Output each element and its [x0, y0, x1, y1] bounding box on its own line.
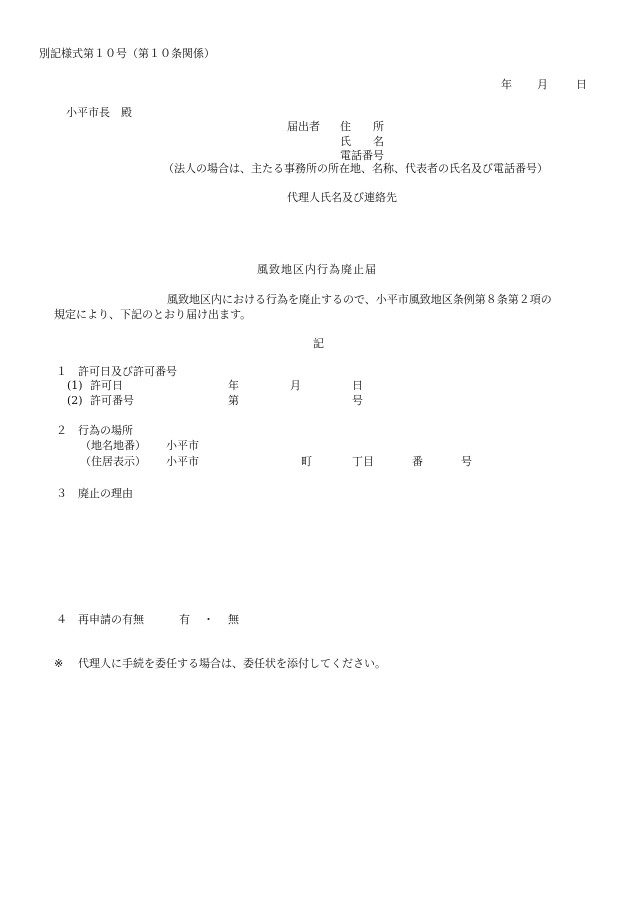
note-mark: ※ [54, 657, 64, 670]
item3-number: ３ [56, 487, 67, 500]
item1-sub1-number: (1) [67, 379, 83, 392]
form-number: 別記様式第１０号（第１０条関係） [39, 47, 215, 60]
note-text: 代理人に手続を委任する場合は、委任状を添付してください。 [78, 657, 386, 670]
address-ban: 番 [412, 455, 423, 468]
item1-sub2-number: (2) [67, 394, 83, 407]
reapply-separator: ・ [203, 613, 214, 626]
date-month-label: 月 [537, 78, 548, 91]
body-line-1: 風致地区内における行為を廃止するので、小平市風致地区条例第８条第２項の [167, 293, 552, 306]
notifier-name-label: 氏 名 [340, 135, 384, 148]
permit-date-month: 月 [290, 379, 301, 392]
permit-number-suffix: 号 [352, 394, 363, 407]
addressee: 小平市長 殿 [66, 106, 132, 119]
address-go: 号 [461, 455, 472, 468]
address-city: 小平市 [166, 455, 199, 468]
item4-label: 再申請の有無 [78, 613, 144, 626]
corporate-note: （法人の場合は、主たる事務所の所在地、名称、代表者の氏名及び電話番号） [163, 162, 548, 175]
item1-label: 許可日及び許可番号 [78, 365, 177, 378]
item2-number: ２ [56, 424, 67, 437]
item2-sub1-label: （地名地番） [80, 439, 146, 452]
agent-label: 代理人氏名及び連絡先 [287, 191, 397, 204]
item1-number: １ [56, 365, 67, 378]
date-day-label: 日 [576, 78, 587, 91]
ki-label: 記 [313, 337, 324, 350]
reapply-no: 無 [228, 613, 239, 626]
item2-sub2-label: （住居表示） [80, 455, 146, 468]
notifier-phone-label: 電話番号 [340, 149, 384, 162]
permit-date-day: 日 [352, 379, 363, 392]
permit-number-prefix: 第 [228, 394, 239, 407]
item1-sub1-label: 許可日 [90, 379, 123, 392]
lot-city: 小平市 [166, 439, 199, 452]
item4-number: ４ [56, 613, 67, 626]
item1-sub2-label: 許可番号 [90, 394, 134, 407]
item3-label: 廃止の理由 [78, 487, 133, 500]
document-title: 風致地区内行為廃止届 [257, 263, 377, 276]
date-year-label: 年 [501, 78, 512, 91]
notifier-address-label: 住 所 [340, 120, 384, 133]
reapply-yes: 有 [179, 613, 190, 626]
notifier-label: 届出者 [287, 120, 320, 133]
body-line-2: 規定により、下記のとおり届け出ます。 [54, 308, 252, 321]
address-town: 町 [301, 455, 312, 468]
address-chome: 丁目 [352, 455, 374, 468]
item2-label: 行為の場所 [78, 424, 133, 437]
permit-date-year: 年 [228, 379, 239, 392]
